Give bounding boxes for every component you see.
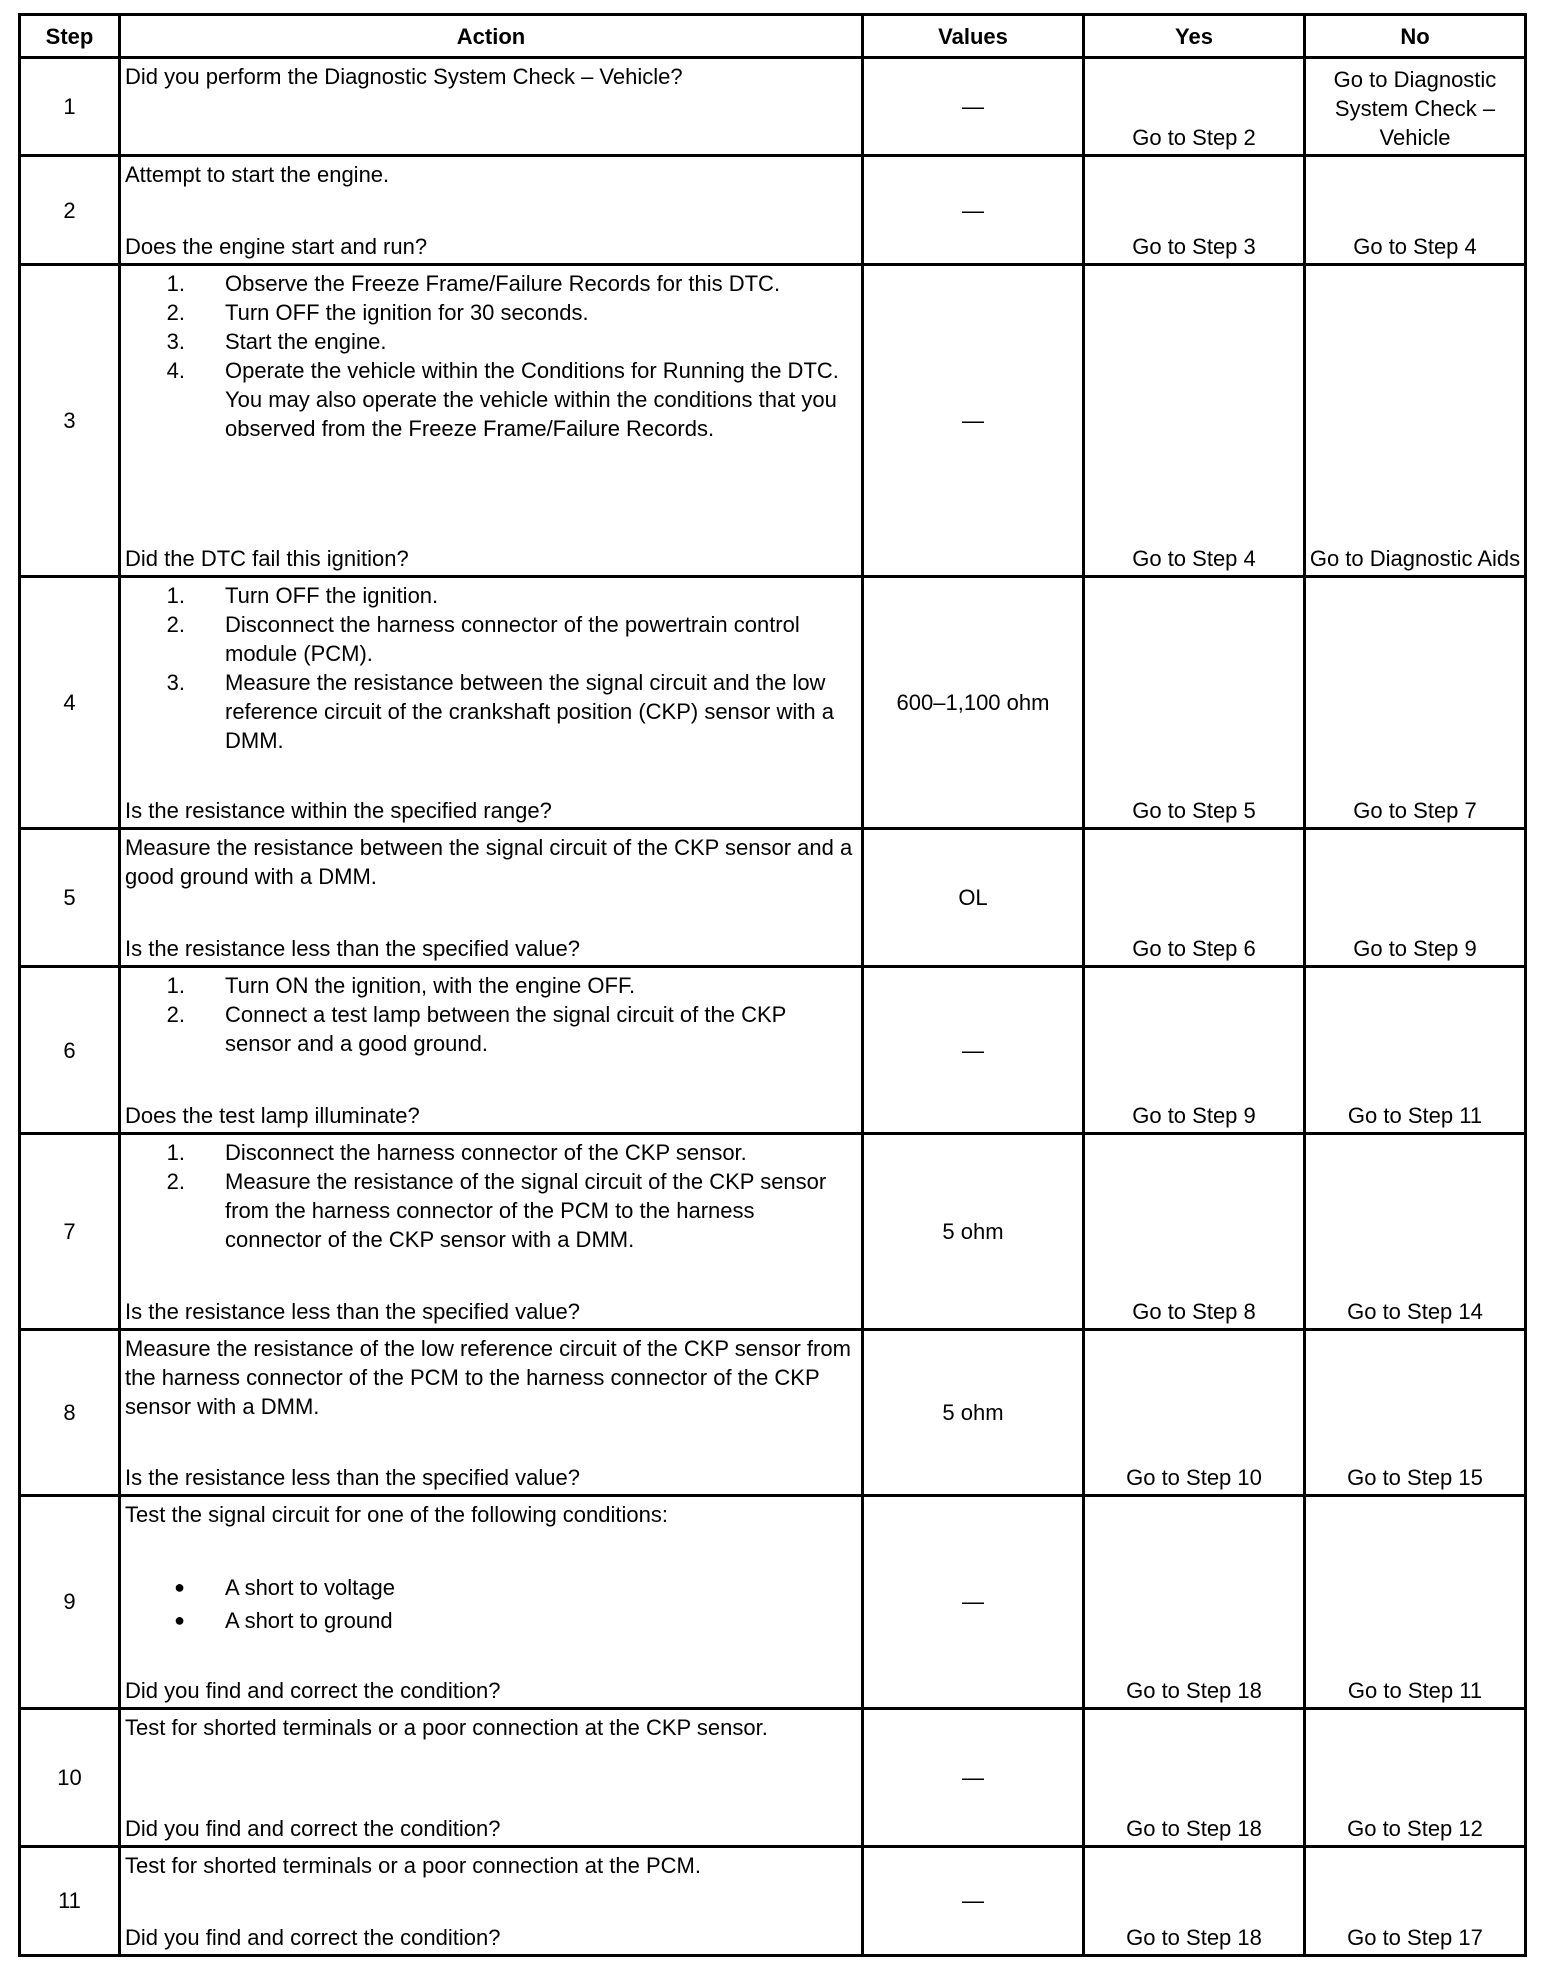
values-cell: — — [863, 967, 1084, 1133]
list-item: 1. Disconnect the harness connector of the CKP sensor. — [166, 1139, 747, 1165]
no-cell: Go to Diagnostic System Check – Vehicle — [1305, 58, 1526, 156]
action-question: Does the test lamp illuminate? — [125, 1102, 420, 1128]
action-question: Is the resistance less than the specified value? — [125, 1465, 580, 1491]
yes-cell: Go to Step 9 — [1084, 967, 1305, 1133]
bullet-icon: ● — [174, 1610, 185, 1631]
no-cell: Go to Step 11 — [1305, 967, 1526, 1133]
no-cell: Go to Step 11 — [1305, 1496, 1526, 1708]
step-number: 1 — [20, 58, 120, 156]
action-question: Is the resistance less than the specified value? — [125, 1298, 580, 1324]
bullet-icon: ● — [174, 1577, 185, 1598]
no-cell: Go to Step 12 — [1305, 1708, 1526, 1846]
list-item: 2. Measure the resistance of the signal circuit of the CKP sensor from the harness connector of the PCM to the harness connector of the CKP sensor with a DMM. — [166, 1168, 827, 1252]
header-values: Values — [863, 15, 1084, 58]
list-item: 4. Operate the vehicle within the Conditions for Running the DTC. You may also operate the vehicle within the conditions that you observed from the Freeze Frame/Failure Records. — [166, 358, 839, 442]
header-step: Step — [20, 15, 120, 58]
step-number: 7 — [20, 1133, 120, 1329]
action-cell — [120, 1496, 863, 1708]
action-question: Did you find and correct the condition? — [125, 1925, 501, 1950]
table-row — [20, 1133, 1526, 1329]
values-cell: — — [863, 58, 1084, 156]
table-row — [20, 265, 1526, 576]
list-item: 3. Start the engine. — [166, 329, 387, 355]
step-number: 8 — [20, 1329, 120, 1495]
yes-cell: Go to Step 2 — [1084, 58, 1305, 156]
action-text: Did you perform the Diagnostic System Check – Vehicle? — [125, 64, 683, 89]
action-question: Did you find and correct the condition? — [125, 1677, 501, 1703]
action-text: Measure the resistance between the signal circuit of the CKP sensor and a good ground with a DMM. — [125, 835, 853, 890]
yes-cell: Go to Step 4 — [1084, 265, 1305, 576]
list-item: 3. Measure the resistance between the signal circuit and the low reference circuit of the crankshaft position (CKP) sensor with a DMM. — [166, 669, 834, 753]
yes-cell: Go to Step 8 — [1084, 1133, 1305, 1329]
values-cell: — — [863, 156, 1084, 265]
values-cell: OL — [863, 829, 1084, 967]
table-row — [20, 1329, 1526, 1495]
values-cell: — — [863, 1708, 1084, 1846]
list-item: 2. Turn OFF the ignition for 30 seconds. — [166, 300, 589, 326]
step-number: 3 — [20, 265, 120, 576]
step-number: 2 — [20, 156, 120, 265]
action-text: Attempt to start the engine. — [125, 162, 390, 188]
action-question: Did you find and correct the condition? — [125, 1815, 501, 1841]
action-cell — [120, 1133, 863, 1329]
list-item: 1. Observe the Freeze Frame/Failure Records for this DTC. — [166, 271, 781, 297]
condition-list — [125, 1571, 857, 1637]
action-cell — [120, 1329, 863, 1495]
step-number: 4 — [20, 576, 120, 828]
action-text: Measure the resistance of the low reference circuit of the CKP sensor from the harness connector of the PCM to the harness connector of the CKP sensor with a DMM. — [125, 1335, 851, 1419]
table-row — [20, 576, 1526, 828]
action-cell — [120, 156, 863, 265]
values-cell: 600–1,100 ohm — [863, 576, 1084, 828]
no-cell: Go to Step 7 — [1305, 576, 1526, 828]
action-steps — [125, 581, 857, 755]
table-row — [20, 829, 1526, 967]
action-cell — [120, 829, 863, 967]
no-cell: Go to Diagnostic Aids — [1305, 265, 1526, 576]
action-steps — [125, 1138, 857, 1254]
yes-cell: Go to Step 5 — [1084, 576, 1305, 828]
action-question: Does the engine start and run? — [125, 234, 428, 260]
step-number: 5 — [20, 829, 120, 967]
step-number: 11 — [20, 1846, 120, 1955]
table-row — [20, 58, 1526, 156]
step-number: 10 — [20, 1708, 120, 1846]
action-text: Test for shorted terminals or a poor connection at the PCM. — [125, 1852, 701, 1878]
values-cell: — — [863, 1496, 1084, 1708]
values-cell: — — [863, 1846, 1084, 1955]
header-yes: Yes — [1084, 15, 1305, 58]
list-item: 2. Connect a test lamp between the signal circuit of the CKP sensor and a good ground. — [166, 1002, 786, 1057]
action-question: Did the DTC fail this ignition? — [125, 545, 409, 571]
list-item: 1. Turn ON the ignition, with the engine OFF. — [166, 973, 636, 999]
no-cell: Go to Step 17 — [1305, 1846, 1526, 1955]
action-cell — [120, 1846, 863, 1955]
action-steps — [125, 971, 857, 1058]
action-cell — [120, 967, 863, 1133]
action-question: Is the resistance less than the specified value? — [125, 936, 580, 962]
list-item: 2. Disconnect the harness connector of the powertrain control module (PCM). — [166, 611, 800, 666]
table-row — [20, 1708, 1526, 1846]
table-row — [20, 967, 1526, 1133]
yes-cell: Go to Step 6 — [1084, 829, 1305, 967]
table-row — [20, 1496, 1526, 1708]
table-row — [20, 156, 1526, 265]
action-steps — [125, 269, 857, 443]
action-cell — [120, 1708, 863, 1846]
yes-cell: Go to Step 18 — [1084, 1846, 1305, 1955]
action-text: Test for shorted terminals or a poor connection at the CKP sensor. — [125, 1714, 768, 1740]
header-row — [20, 15, 1526, 58]
action-cell — [120, 58, 863, 156]
no-cell: Go to Step 4 — [1305, 156, 1526, 265]
list-item: ● A short to ground — [125, 1604, 857, 1637]
diagnostic-table — [18, 13, 1527, 1957]
values-cell: 5 ohm — [863, 1133, 1084, 1329]
action-question: Is the resistance within the specified range? — [125, 798, 552, 824]
header-action: Action — [120, 15, 863, 58]
action-cell — [120, 265, 863, 576]
action-text: Test the signal circuit for one of the following conditions: — [125, 1502, 668, 1528]
list-item: 1. Turn OFF the ignition. — [166, 582, 439, 608]
header-no: No — [1305, 15, 1526, 58]
yes-cell: Go to Step 10 — [1084, 1329, 1305, 1495]
action-cell — [120, 576, 863, 828]
table-row — [20, 1846, 1526, 1955]
no-cell: Go to Step 15 — [1305, 1329, 1526, 1495]
yes-cell: Go to Step 3 — [1084, 156, 1305, 265]
no-cell: Go to Step 14 — [1305, 1133, 1526, 1329]
yes-cell: Go to Step 18 — [1084, 1708, 1305, 1846]
no-cell: Go to Step 9 — [1305, 829, 1526, 967]
list-item: ● A short to voltage — [125, 1571, 857, 1604]
values-cell: — — [863, 265, 1084, 576]
step-number: 6 — [20, 967, 120, 1133]
yes-cell: Go to Step 18 — [1084, 1496, 1305, 1708]
values-cell: 5 ohm — [863, 1329, 1084, 1495]
step-number: 9 — [20, 1496, 120, 1708]
